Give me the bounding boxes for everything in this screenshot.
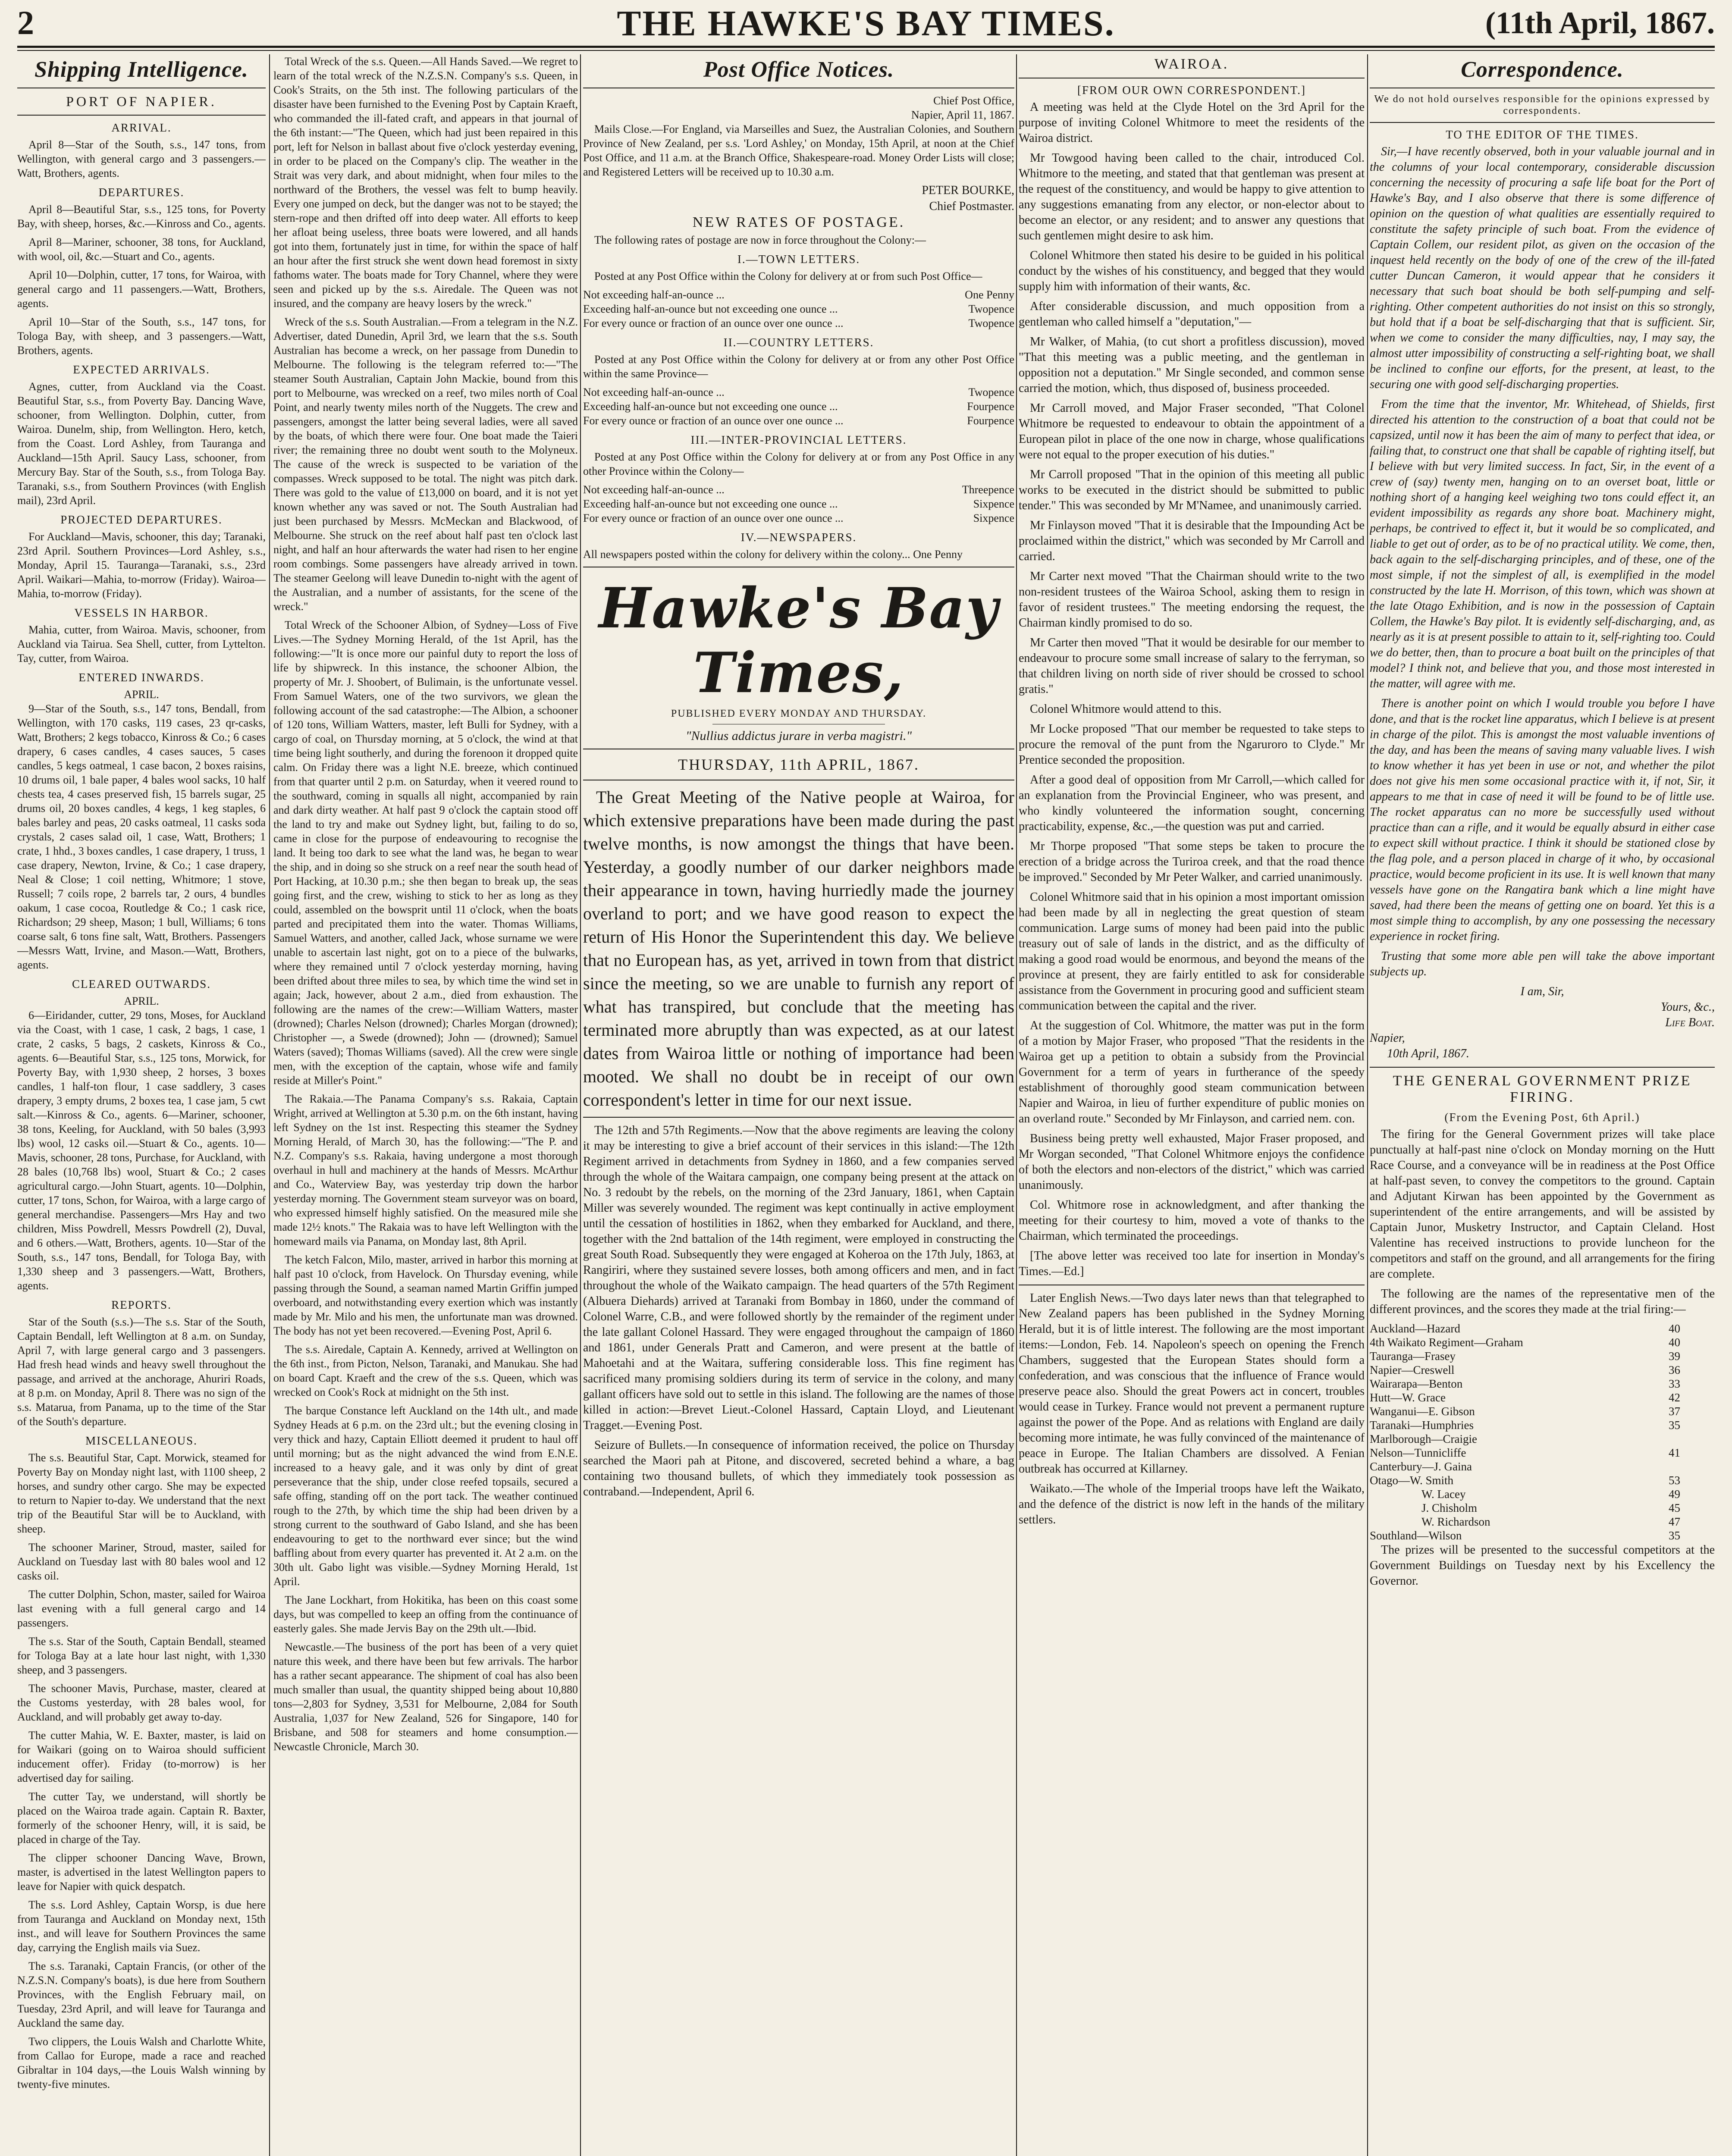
score-row [1370, 1501, 1715, 1515]
rate-value: One Penny [965, 288, 1014, 301]
score-row [1370, 1487, 1715, 1501]
section-heading-shipping: Shipping Intelligence. [35, 57, 248, 82]
score-value [1680, 1460, 1715, 1473]
misc-item: Two clippers, the Louis Walsh and Charlotte White, from Callao for Europe, made a race and reached Gibraltar in 104 days,—the Louis Walsh winning by twenty-five minutes. [17, 2035, 266, 2090]
rate-row [583, 288, 1014, 302]
divider [1370, 122, 1715, 123]
departure-entry: April 10—Dolphin, cutter, 17 tons, for Wairoa, with general cargo and 11 passengers.—Watt, Brothers, agents. [17, 269, 266, 310]
mails-close-notice: Mails Close.—For England, via Marseilles and Suez, the Australian Colonies, and Southern Province of New Zealand, per s.s. 'Lord Ashley,' on Monday, 15th April, at noon at the Chief Post Office, and 11 a.m. at the Branch Office, Shakespeare-road. Money Order Lists will close; and Registered Letters will be received up to 10.30 a.m. [583, 123, 1014, 178]
news-item: Newcastle.—The business of the port has been of a very quiet nature this week, and there have been but few arrivals. The harbor has a rather secant appearance. The shipment of coal has also been much smaller than usual, the quantity shipped being about 10,880 tons—2,803 for Sydney, 3,531 for Melbourne, 2,084 for South Australia, 1,037 for New Zealand, 526 for Singapore, 140 for Brisbane, and 508 for steamers and home consumption.—Newcastle Chronicle, March 30. [273, 1641, 578, 1753]
score-row [1370, 1473, 1715, 1487]
score-value: 53 [1669, 1474, 1680, 1487]
rate-label: Not exceeding half-an-ounce ... [583, 386, 725, 398]
postmaster-title: Chief Postmaster. [929, 200, 1014, 213]
score-name: J. Chisholm [1421, 1501, 1478, 1514]
wairoa-heading: WAIROA. [1154, 56, 1229, 72]
motto: "Nullius addictus jurare in verba magistri." [685, 729, 912, 743]
rate-row [583, 497, 1014, 511]
wairoa-para: Mr Carter then moved "That it would be desirable for our member to endeavour to procure some small increase of salary to the ferryman, so that children living on north side of river should be crossed to school gratis." [1019, 636, 1365, 696]
wairoa-para: Colonel Whitmore said that in his opinion a most important omission had been made by all in neglecting the great question of steam communication. Large sums of money had been paid into the public treasury out of sale of lands in the district, and as the difficulty of making a good road would be enormous, and beyond the means of the province at present, they are fairly entitled to ask for considerable assistance from the Government in procuring good and sufficient steam communication between the capital and the river. [1019, 890, 1365, 1012]
letter-closing: I am, Sir, [1520, 985, 1564, 998]
score-name: Tauranga—Frasey [1370, 1350, 1456, 1363]
score-name: Wairarapa—Benton [1370, 1377, 1463, 1390]
divider [583, 1117, 1014, 1118]
score-row [1370, 1432, 1715, 1446]
prize-para: The firing for the General Government prizes will take place punctually at half-past nine o'clock on Monday morning on the Hutt Race Course, and a conveyance will be in readiness at the Post Office at half-past seven, to convey the competitors to the ground. Captain and Adjutant Kirwan has been appointed by the Government as superintendent of the entire arrangements, and will be assisted by Captain Junor, Musketry Instructor, and Captain Cleland. Host Valentine has received instructions to provide luncheon for the competitors and staff on the ground, and all arrangements for the firing are complete. [1370, 1128, 1715, 1281]
misc-item: The cutter Dolphin, Schon, master, sailed for Wairoa last evening with a full general cargo and 14 passengers. [17, 1588, 266, 1629]
column-news-wrecks [273, 54, 578, 2156]
newspapers-rate: All newspapers posted within the colony for delivery within the colony... One Penny [583, 548, 963, 561]
score-row [1370, 1349, 1715, 1363]
letter-closing: Yours, &c., [1660, 1000, 1715, 1014]
misc-item: The s.s. Lord Ashley, Captain Worsp, is due here from Tauranga and Auckland on Monday next, 15th inst., and will leave for Southern Provinces the same day, carrying the English mails via Suez. [17, 1899, 266, 1954]
column-correspondence [1370, 54, 1715, 2156]
newspapers-heading: IV.—NEWSPAPERS. [740, 531, 857, 544]
country-letters-intro: Posted at any Post Office within the Colony for delivery at or from any other Post Office within the same Province— [583, 353, 1014, 380]
arrival-heading: ARRIVAL. [111, 121, 172, 134]
rate-row [583, 511, 1014, 525]
score-row [1370, 1418, 1715, 1432]
wairoa-byline: [FROM OUR OWN CORRESPONDENT.] [1077, 84, 1306, 97]
score-name: W. Lacey [1421, 1488, 1466, 1501]
news-item: Total Wreck of the s.s. Queen.—All Hands Saved.—We regret to learn of the total wreck of the N.Z.S.N. Company's s.s. Queen, in Cook's Straits, on the 5th inst. The following particulars of the disaster have been furnished to the Evening Post by Captain Kraeft, who commanded the ill-fated craft, and appears in that journal of the 6th instant:—"The Queen, which had just been repaired in this port, left for Nelson in ballast about five o'clock yesterday evening, in order to be placed on the Company's clip. The weather in the Strait was very dark, and about midnight, when four miles to the northward of the Brothers, the vessel was felt to bump heavily. Every one jumped on deck, but the danger was not to be stayed; the stern-rope and then drifted off into deep water. All efforts to keep her afloat being useless, three boats were lowered, and all hands got into them, fortunately just in time, for within the space of half an hour after the first struck she went down head foremost in sixty fathoms water. The boats made for Tory Channel, where they were seen and picked up by the s.s. Airedale. The Queen was not insured, and the company are heavy losers by the wreck." [273, 55, 578, 310]
score-value: 36 [1669, 1363, 1680, 1376]
news-item: Total Wreck of the Schooner Albion, of Sydney—Loss of Five Lives.—The Sydney Morning Herald, of the 1st April, has the following:—"It is once more our painful duty to report the loss of life by shipwreck. In this instance, the schooner Albion, the property of Mr. J. Shoobert, of Bulimain, is the unfortunate vessel. From Samuel Waters, one of the two survivors, we glean the following account of the sad catastrophe:—The Albion, a schooner of 120 tons, William Watters, master, left Bulli for Sydney, with a cargo of coal, on Thursday morning, at 5 o'clock, the wind at that time being light southerly, and during the forenoon it dropped quite calm. On Friday there was a light N.E. breeze, which continued from that quarter until 2 p.m. on Saturday, when it veered round to the southward, coming in squalls all night, accompanied by rain and dark dirty weather. At half past 9 o'clock the captain stood off the land to try and make out Sydney light, but, failing to do so, came in close for the purpose of endeavouring to recognise the land. It being too dark to see what the land was, he began to wear the ship, and in doing so she struck on a reef near the south head of Port Hacking, at 10.30 p.m.; she then began to break up, the seas going first, and the crew, wishing to stick to her as long as they could, assembled on the bowsprit until 11 o'clock, when the boats parted and precipitated them into the water. Thomas Williams, Samuel Watters, and another, called Jack, whose surname we were unable to ascertain last night, got on to a piece of the bulwarks, where they remained until 7 o'clock yesterday morning, having been drifted about three miles to sea, by which time the wind set in again; Jack, however, about 2 a.m., died from exhaustion. The following are the names of the crew:—William Watters, master (drowned); Charles Nelson (drowned); Charles Morgan (drowned); Christopher —, a Swede (drowned); John — (drowned); Samuel Waters (saved); Thomas Williams (saved). All the crew were single men, with the exception of the captain, whose wife and family reside at Miller's Point." [273, 619, 578, 1087]
wairoa-para: Mr Walker, of Mahia, (to cut short a profitless discussion), moved "That this meeting was a public meeting, and the gentleman in opposition not a deputation." Mr Single seconded, and common sense carried the motion, which, thus disposed of, business proceeded. [1019, 335, 1365, 395]
column-editorial [583, 54, 1014, 2156]
projected-departures: For Auckland—Mavis, schooner, this day; Taranaki, 23rd April. Southern Provinces—Lord Ashley, s.s., Monday, April 15. Tauranga—Taranaki, s.s., 23rd April. Waikari—Mahia, to-morrow (Friday). Wairoa—Mahia, to-morrow (Friday). [17, 530, 266, 600]
prize-firing-source: (From the Evening Post, 6th April.) [1444, 1111, 1640, 1124]
news-item: The barque Constance left Auckland on the 14th ult., and made Sydney Heads at 6 p.m. on the 23rd ult.; but the evening closing in very thick and hazy, Captain Elliott deemed it prudent to haul off until morning; but as the night advanced the wind from E.N.E. increased to a heavy gale, and it was only by dint of great perseverance that the ship, under close reefed topsails, secured a safe offing, standing off on the port tack. The weather continued rough to the 27th, by which time the ship had been driven by a strong current to the southward of Gabo Island, and she has been endeavouring to get to the northward ever since; but the wind baffling about from every quarter has prevented it. At 2 a.m. on the 30th ult. Gabo light was visible.—Sydney Morning Herald, 1st April. [273, 1404, 578, 1588]
prize-closing-para: The prizes will be presented to the successful competitors at the Government Buildings on Tuesday next by his Excellency the Governor. [1370, 1543, 1715, 1588]
departure-entry: April 8—Mariner, schooner, 38 tons, for Auckland, with wool, oil, &c.—Stuart and Co., agents. [17, 236, 266, 263]
inter-provincial-intro: Posted at any Post Office within the Colony for delivery at or from any Post Office in any other Province within the Colony— [583, 451, 1014, 477]
misc-item: The cutter Mahia, W. E. Baxter, master, is laid on for Waikari (going on to Wairoa should sufficient inducement offer). Friday (to-morrow) is her advertised day for sailing. [17, 1729, 266, 1784]
top-rule-thin [17, 50, 1715, 51]
wairoa-para: Colonel Whitmore then stated his desire to be guided in his political conduct by the wishes of his constituency, and begged that they would supply him with information of their wants, &c. [1019, 249, 1365, 293]
score-name: Hutt—W. Grace [1370, 1391, 1446, 1404]
letter-body [1370, 144, 1715, 1062]
wairoa-editor-note: [The above letter was received too late for insertion in Monday's Times.—Ed.] [1019, 1249, 1365, 1278]
score-name: 4th Waikato Regiment—Graham [1370, 1336, 1523, 1349]
town-letters-intro: Posted at any Post Office within the Colony for delivery at or from such Post Office— [594, 270, 982, 282]
wairoa-para: Mr Carroll moved, and Major Fraser seconded, "That Colonel Whitmore be requested to endeavour to obtain the appointment of a European pilot in place of the one now in charge, whose qualifications were not equal to the proper execution of his duties." [1019, 401, 1365, 461]
reports-heading: REPORTS. [111, 1298, 172, 1311]
news-item: The s.s. Airedale, Captain A. Kennedy, arrived at Wellington on the 6th inst., from Picton, Nelson, Taranaki, and Manukau. She had on board Capt. Kraeft and the crew of the s.s. Queen, which was wrecked on Cook's Rock at midnight on the 5th inst. [273, 1343, 578, 1398]
score-row [1370, 1391, 1715, 1404]
rate-value: Twopence [968, 386, 1014, 398]
wairoa-para: Mr Locke proposed "That our member be requested to take steps to procure the removal of the punt from the Ngaruroro to Clyde." Mr Prentice seconded the proposition. [1019, 722, 1365, 767]
letter-place: Napier, [1370, 1031, 1405, 1045]
prize-firing-body [1370, 1127, 1715, 1317]
wairoa-para: Business being pretty well exhausted, Major Fraser proposed, and Mr Worgan seconded, "That Colonel Whitmore enjoys the confidence of both the electors and non-electors of the district," which was carried unanimously. [1019, 1132, 1365, 1192]
late-news-body [1019, 1291, 1365, 1528]
entered-inwards: 9—Star of the South, s.s., 147 tons, Bendall, from Wellington, with 170 casks, 119 cases, 23 qr-casks, Watt, Brothers; 2 kegs tobacco, Kinross & Co.; 6 cases drapery, 6 cases candles, 4 cases sauces, 5 cases candles, 5 kegs oatmeal, 1 case bacon, 2 boxes raisins, 10 drums oil, 1 bale paper, 4 bales wool sacks, 10 half chests tea, 4 cases preserved fish, 15 barrels sugar, 25 drums oil, 20 boxes candles, 4 kegs, 1 keg staples, 6 bales barley and peas, 20 casks oatmeal, 11 casks soda crystals, 2 cases salad oil, 1 case, Watt, Brothers; 1 crate, 1 hhd., 3 boxes candles, 1 case drapery, 1 truss, 1 case drapery, Newton, Irvine, & Co.; 1 case drapery, Neal & Close; 1 coil netting, Whitmore; 1 stove, Russell; 7 coils rope, 2 barrels tar, 2 ours, 4 bundles oakum, 1 case cocoa, Routledge & Co.; 1 cask rice, Richardson; 29 sheep, Mason; 1 bull, Williams; 6 tons coarse salt, 6 tons fine salt, Watt, Brothers. Passengers—Messrs Watt, Irvine, and Mason.—Watt, Brothers, agents. [17, 702, 266, 971]
wairoa-para: Mr Towgood having been called to the chair, introduced Col. Whitmore to the meeting, and stated that that gentleman was present at the request of the constituency, and would be happy to give attention to any suggestions emanating from any elector, or non-elector about to become an elector, or any resident; and to answer any questions that such gentlemen might desire to ask him. [1019, 151, 1365, 242]
inwards-heading: ENTERED INWARDS. [78, 671, 204, 684]
prize-firing-heading: THE GENERAL GOVERNMENT PRIZE FIRING. [1393, 1073, 1692, 1105]
score-value: 37 [1669, 1405, 1680, 1418]
scores-list [1370, 1322, 1715, 1542]
letter-para: There is another point on which I would trouble you before I have done, and that is the rocket line apparatus, which I believe is at present in charge of the pilot. This is amongst the most valuable inventions of the day, and has been the means of saving many valuable lives. I wish to know whether it has yet been in use or not, and whether the pilot does not give his men some occasional practice with it, if not, Sir, it appears to me that in case of need it will be found to be of little use. The rocket apparatus can no more be successfully used without practice than can a rifle, and it would be equally absurd in either case to expect skill without practice. I think it should be stationed close by the flag pole, and a person placed in charge of it who, by occasional practice, would become proficient in its use. It is well known that many vessels have gone on the Rangatira bank which a line might have saved, had there been the means of getting one on board. Yet this is a most simple thing to accomplish, by any one possessing the necessary experience in rocket firing. [1370, 697, 1715, 943]
column-rule [1367, 54, 1368, 2156]
rate-row [583, 399, 1014, 414]
rate-row [583, 385, 1014, 399]
wairoa-para: At the suggestion of Col. Whitmore, the matter was put in the form of a motion by Major Fraser, who proposed "That the residents in the Wairoa get up a petition to obtain a subsidy from the Provincial Government for a term of years in furtherance of the speedy establishment of thoroughly good steam communication between Napier and Wairoa, in lieu of further expenditure of public monies on an overland route." Seconded by Mr Finlayson, and carried nem. con. [1019, 1019, 1365, 1125]
score-row [1370, 1460, 1715, 1473]
score-row [1370, 1446, 1715, 1460]
to-editor-heading: TO THE EDITOR OF THE TIMES. [1446, 128, 1639, 141]
rates-heading: NEW RATES OF POSTAGE. [692, 214, 905, 230]
departure-entry: April 10—Star of the South, s.s., 147 tons, for Tologa Bay, with sheep, and 3 passengers.—Watt, Brothers, agents. [17, 316, 266, 357]
letter-para: From the time that the inventor, Mr. Whitehead, of Shields, first directed his attention to the construction of a boat that could not be capsized, until now it has been the aim of many to perfect that idea, or failing that, to construct one that shall be capable of righting itself, but I believe with but very limited success. In fact, Sir, in the event of a crew of (say) twenty men, hanging on to an overset boat, little or nothing short of a hanging keel weighing two tons could effect it, an evident impossibility as regards any shore boat. Machinery might, perhaps, be contrived to effect it, but it would be so complicated, and liable to get out of order, as to be of no practical utility. We come, then, back again to the self-discharging principles, and of these, one of the most simple, if not the simplest of all, is exemplified in the model constructed by the late H. Morrison, of this town, which was shown at the late Otago Exhibition, and is now in the possession of Captain Collem, the Hawke's Bay pilot. It is evidently self-discharging, and, as nearly as it is at present possible to attain to it, self-righting too. Could we do better, then, than to procure a boat built on the principles of that model? I think not, and believe that you, and those most interested in the matter, will agree with me. [1370, 398, 1715, 690]
score-name: Auckland—Hazard [1370, 1322, 1460, 1335]
rate-value: Fourpence [967, 400, 1014, 413]
score-row [1370, 1377, 1715, 1391]
wairoa-para: Mr Thorpe proposed "That some steps be taken to procure the erection of a bridge across the Turiroa creek, and that the road thence be improved." Seconded by Mr Peter Walker, and carried unanimously. [1019, 840, 1365, 884]
departure-entry: April 8—Beautiful Star, s.s., 125 tons, for Poverty Bay, with sheep, horses, &c.—Kinross and Co., agents. [17, 203, 266, 230]
score-name: Wanganui—E. Gibson [1370, 1405, 1475, 1418]
wairoa-para: Col. Whitmore rose in acknowledgment, and after thanking the meeting for their courtesy to him, moved a vote of thanks to the Chairman, which terminated the proceedings. [1019, 1198, 1365, 1243]
misc-item: The schooner Mavis, Purchase, master, cleared at the Customs yesterday, with 28 bales wool, for Auckland, and will probably get away to-day. [17, 1682, 266, 1723]
projected-heading: PROJECTED DEPARTURES. [60, 513, 223, 526]
rate-label: Exceeding half-an-ounce but not exceeding one ounce ... [583, 400, 838, 413]
arrival-entry: April 8—Star of the South, s.s., 147 tons, from Wellington, with general cargo and 3 passengers.—Watt, Brothers, agents. [17, 138, 266, 179]
misc-item: The schooner Mariner, Stroud, master, sailed for Auckland on Tuesday last with 80 bales wool and 12 casks oil. [17, 1541, 266, 1582]
waikato-news-item: Waikato.—The whole of the Imperial troops have left the Waikato, and the defence of the district is now left in the hands of the military settlers. [1019, 1482, 1365, 1526]
divider [17, 115, 266, 116]
column-shipping [17, 54, 266, 2156]
score-row [1370, 1515, 1715, 1529]
masthead [17, 3, 1715, 45]
correspondence-notice: We do not hold ourselves responsible for the opinions expressed by correspondents. [1374, 94, 1710, 116]
rate-label: Exceeding half-an-ounce but not exceeding one ounce ... [583, 303, 838, 315]
prize-para: The following are the names of the representative men of the different provinces, and the scores they made at the trial firing:— [1370, 1287, 1715, 1316]
rate-label: Exceeding half-an-ounce but not exceeding one ounce ... [583, 498, 838, 510]
misc-item: The s.s. Taranaki, Captain Francis, (or other of the N.Z.S.N. Company's boats), is due here from Southern Provinces, with the English February mail, on Tuesday, 23rd April, and will leave for Tauranga and Auckland the same day. [17, 1960, 266, 2029]
regiments-article: The 12th and 57th Regiments.—Now that the above regiments are leaving the colony it may be interesting to give a brief account of their services in this island:—The 12th Regiment arrived in detachments from Sydney in 1860, and a few companies served through the whole of the Waitara campaign, one company being present at the attack on No. 3 redoubt by the rebels, on the morning of the 23rd January, 1861, when Captain Miller was severely wounded. The regiment was kept continually in active employment until the cessation of hostilities in 1862, when they embarked for Auckland, and there, together with the 2nd battalion of the 14th regiment, were employed in constructing the great South Road. Subsequently they were engaged at Koheroa on the 17th July, 1863, at Rangiriri, where they sustained severe losses, both among officers and men, and in fact throughout the whole of the Waikato campaign. The head quarters of the 57th Regiment (Albuera Diehards) arrived at Taranaki from Bombay in 1860, under the command of Colonel Warre, C.B., and were followed shortly by the remainder of the regiment under the late gallant Colonel Hassard. They were engaged throughout the campaign of 1860 and 1861, under Generals Pratt and Cameron, and were present at the battle of Mahoetahi and at the Waitara, suffering considerable loss. This fine regiment has sacrificed many promising soldiers during its term of service in the colony, and many gallant officers have sold out to settle in this island. The following are the names of those killed in action:—Brevet Lieut.-Colonel Hassard, Captain Lloyd, and Lieutenant Tragget.—Evening Post. [583, 1124, 1014, 1432]
issue-date: (11th April, 1867. [1485, 6, 1715, 40]
wairoa-para: After considerable discussion, and much opposition from a gentleman who called himself a "deputation,"— [1019, 300, 1365, 329]
editorial-dateline: THURSDAY, 11th APRIL, 1867. [678, 756, 919, 773]
letter-date: 10th April, 1867. [1387, 1047, 1469, 1060]
score-value: 45 [1669, 1501, 1680, 1514]
score-row [1370, 1404, 1715, 1418]
rate-value: Fourpence [967, 414, 1014, 427]
score-row [1370, 1335, 1715, 1349]
misc-item: The s.s. Beautiful Star, Capt. Morwick, steamed for Poverty Bay on Monday night last, with 1100 sheep, 2 horses, and sundry other cargo. She may be expected to return to Napier to-day. We understand that the next trip of the Beautiful Star will be to Auckland, with sheep. [17, 1451, 266, 1535]
score-value: 39 [1669, 1350, 1680, 1363]
wairoa-para: Colonel Whitmore would attend to this. [1030, 702, 1222, 716]
expected-arrivals: Agnes, cutter, from Auckland via the Coast. Beautiful Star, s.s., from Poverty Bay. Dancing Wave, schooner, from Wellington. Dolphin, cutter, from Wairoa. Dunelm, ship, from Wellington. Hero, ketch, from the Coast. Lord Ashley, from Tauranga and Auckland—15th April. Saucy Lass, schooner, from Mercury Bay. Star of the South, s.s., from Tologa Bay. Taranaki, s.s., from Southern Provinces (with English mail), 23rd April. [17, 380, 266, 507]
news-body [273, 54, 578, 1754]
news-item: The Rakaia.—The Panama Company's s.s. Rakaia, Captain Wright, arrived at Wellington at 5.30 p.m. on the 6th instant, having left Sydney on the 1st inst. Respecting this steamer the Sydney Morning Herald, of March 30, has the following:—"The P. and N.Z. Company's s.s. Rakaia, having undergone a most thorough overhaul in hull and machinery at the hands of Messrs. McArthur and Co., Waterview Bay, was yesterday trip down the harbor yesterday morning. The Government steam surveyor was on board, who expressed himself highly satisfied. On the measured mile she made 12½ knots." The Rakaia was to have left Wellington with the homeward mails via Panama, on Monday last, 8th April. [273, 1093, 578, 1247]
score-name: Nelson—Tunnicliffe [1370, 1446, 1466, 1459]
score-value: 41 [1669, 1446, 1680, 1459]
score-row [1370, 1322, 1715, 1335]
score-value: 47 [1669, 1515, 1680, 1528]
rate-value: Threepence [962, 483, 1014, 496]
column-wairoa [1019, 54, 1365, 2156]
editorial-lead [583, 786, 1014, 1112]
bullets-article: Seizure of Bullets.—In consequence of information received, the police on Thursday searched the Maori pah at Pitone, and discovered, secreted behind a whare, a bag containing two thousand bullets, of which they immediately took possession as contraband.—Independent, April 6. [583, 1438, 1014, 1498]
departures-heading: DEPARTURES. [98, 186, 185, 199]
score-name: Taranaki—Humphries [1370, 1419, 1474, 1432]
news-item: The ketch Falcon, Milo, master, arrived in harbor this morning at half past 10 o'clock, from Havelock. On Thursday evening, while passing through the Sound, a seaman named Martin Griffin jumped overboard, and notwithstanding every exertion which was instantly made by Mr. Milo and his men, the unfortunate man was drowned. The body has not yet been recovered.—Evening Post, April 6. [273, 1253, 578, 1337]
score-value: 42 [1669, 1391, 1680, 1404]
port-heading: PORT OF NAPIER. [66, 94, 217, 109]
column-rule [269, 54, 270, 2156]
page-number: 2 [17, 4, 34, 41]
rate-row [583, 483, 1014, 497]
rate-value: Sixpence [973, 512, 1014, 524]
vessels-heading: VESSELS IN HARBOR. [74, 606, 209, 619]
wairoa-body [1019, 100, 1365, 1279]
letter-signature: Life Boat. [1665, 1016, 1715, 1029]
post-office-location: Chief Post Office, [933, 94, 1014, 107]
rates-intro: The following rates of postage are now in force throughout the Colony:— [594, 234, 926, 246]
rate-row [583, 302, 1014, 316]
score-value: 40 [1669, 1322, 1680, 1335]
misc-item: The cutter Tay, we understand, will shortly be placed on the Wairoa trade again. Captain R. Baxter, formerly of the schooner Henry, will, it is said, be placed in charge of the Tay. [17, 1790, 266, 1846]
score-name: Southland—Wilson [1370, 1529, 1462, 1542]
score-value: 35 [1669, 1419, 1680, 1432]
inter-provincial-heading: III.—INTER-PROVINCIAL LETTERS. [690, 433, 907, 446]
expected-heading: EXPECTED ARRIVALS. [73, 363, 210, 376]
misc-item: The clipper schooner Dancing Wave, Brown, master, is advertised in the latest Wellington papers to leave for Napier with quick despatch. [17, 1852, 266, 1893]
score-name: Marlborough—Craigie [1370, 1432, 1477, 1445]
score-name: Napier—Creswell [1370, 1363, 1455, 1376]
score-value [1680, 1432, 1715, 1446]
cleared-outwards: 6—Eiridander, cutter, 29 tons, Moses, for Auckland via the Coast, with 1 case, 1 cask, 2 bags, 1 case, 1 crate, 2 casks, 5 bags, 2 caskets, Kinross & Co., agents. 6—Beautiful Star, s.s., 125 tons, Morwick, for Poverty Bay, with 1,930 sheep, 2 horses, 3 boxes candles, 1 half-ton flour, 1 case saddlery, 3 cases drapery, 3 empty drums, 2 boxes tea, 1 case jam, 5 cwt salt.—Kinross & Co., agents. 6—Mariner, schooner, 38 tons, Keeling, for Auckland, with 50 bales (3,993 lbs) wool, 12 casks oil.—Stuart & Co., agents. 10—Mavis, schooner, 28 tons, Purchase, for Auckland, with 28 bales (10,768 lbs) wool, Stuart & Co.; 2 cases agricultural cargo.—John Stuart, agents. 10—Dolphin, cutter, 17 tons, Schon, for Wairoa, with a large cargo of general merchandise. Passengers—Mrs Hay and two children, Miss Powdrell, Messrs Powdrell (2), Duval, and 6 others.—Watt, Brothers, agents. 10—Star of the South, s.s., 147 tons, Bendall, for Tologa Bay, with 1,330 sheep and 3 passengers.—Watt, Brothers, agents. [17, 1009, 266, 1292]
rate-label: For every ounce or fraction of an ounce over one ounce ... [583, 317, 844, 329]
english-news-item: Later English News.—Two days later news than that telegraphed to New Zealand papers has been published in the Sydney Morning Herald, but it is of little interest. The following are the most important items:—London, Feb. 14. Napoleon's speech on opening the French Chambers, suggested that the European States should form a confederation, and was conscious that the influence of France would preserve peace also. Should the great Powers act in concert, troubles would cease in Turkey. France would not prevent a permanent rupture against the power of the Pope. And as relations with England are daily becoming more intimate, he was fully convinced of the maintenance of peace in Europe. The Italian Chambers are dissolved. A Fenian outbreak has occurred at Killarney. [1019, 1291, 1365, 1476]
wairoa-para: Mr Carter next moved "That the Chairman should write to the two non-resident trustees of the Wairoa School, asking them to resign in favor of resident trustees." The meeting endorsing the request, the Chairman kindly promised to do so. [1019, 570, 1365, 630]
section-heading-post-office: Post Office Notices. [703, 57, 894, 82]
post-office-body [583, 94, 1014, 561]
post-office-date: Napier, April 11, 1867. [911, 109, 1014, 121]
rate-value: Sixpence [973, 498, 1014, 510]
misc-heading: MISCELLANEOUS. [85, 1434, 198, 1447]
section-heading-correspondence: Correspondence. [1461, 57, 1624, 82]
cleared-month: APRIL. [124, 995, 159, 1007]
letter-para: Trusting that some more able pen will take the above important subjects up. [1370, 950, 1715, 978]
score-row [1370, 1529, 1715, 1542]
score-value: 49 [1669, 1488, 1680, 1501]
wairoa-para: Mr Carroll proposed "That in the opinion of this meeting all public works to be executed in the district should be submitted to public tender." This was seconded by Mr M'Namee, and unanimously carried. [1019, 468, 1365, 512]
score-name: Canterbury—J. Gaina [1370, 1460, 1472, 1473]
editorial-body [583, 1123, 1014, 1500]
score-value: 33 [1669, 1377, 1680, 1390]
score-name: W. Richardson [1421, 1515, 1490, 1528]
country-letters-heading: II.—COUNTRY LETTERS. [723, 336, 874, 349]
rate-value: Twopence [968, 317, 1014, 329]
wairoa-para: After a good deal of opposition from Mr Carroll,—which called for an explanation from the Provincial Engineer, who was present, and who kindly volunteered the information sought, concerning practicability, expense, &c.,—the question was put and carried. [1019, 773, 1365, 833]
rate-row [583, 414, 1014, 428]
prize-closing [1370, 1542, 1715, 1589]
score-value: 40 [1669, 1336, 1680, 1349]
rate-label: Not exceeding half-an-ounce ... [583, 483, 725, 496]
publication-schedule: PUBLISHED EVERY MONDAY AND THURSDAY. [671, 708, 927, 719]
news-item: Wreck of the s.s. South Australian.—From a telegram in the N.Z. Advertiser, dated Dunedin, April 3rd, we learn that the s.s. South Australian has become a wreck, on her passage from Dunedin to Melbourne. The following is the telegram referred to:—"The steamer South Australian, Captain John Mackie, bound from this port to Melbourne, was wrecked on a reef, two miles north of Coal Point, and nearly twenty miles north of the Nuggets. The crew and passengers, amongst the latter being several ladies, were all saved by the boats, of which there were four. One boat made the Taieri river; the remaining three no doubt went south to the Molyneux. The cause of the wreck is suspected to be variation of the compasses. Wreck supposed to be total. The night was pitch dark. There was gold to the value of £13,000 on board, and it is not yet known whether any was saved or not. The South Australian had just been purchased by Messrs. McMeckan and Blackwood, of Melbourne. She struck on the reef about half past ten o'clock last night, and half an hour afterwards the water had risen to her engine room combings. Some passengers have already arrived in town. The steamer Geelong will leave Dunedin to-night with the agent of the Australian, and a number of assistants, for the scene of the wreck." [273, 316, 578, 613]
letter-para: Sir,—I have recently observed, both in your valuable journal and in the columns of your local contemporary, considerable discussion concerning the necessity of procuring a safe life boat for the Port of Hawke's Bay, and I also observe that there is some difference of opinion on the question of what qualities are essentially required to constitute the safety principle of such boat. From the evidence of Captain Collem, our resident pilot, as given on the occasion of the inquest held recently on the body of one of the crew of the ill-fated cutter Duncan Cameron, it would appear that he considers it necessary that such boat should be both self-pumping and self-righting. Other competent authorities do not insist on this so strongly, but hold that if a boat be self-discharging that that is sufficient. Sir, when we come to consider the many difficulties, nay, I may say, the almost utter impossibility of constructing a self-righting boat, we shall be inclined to confine our efforts, for the present, at least, to the securing one with good self-discharging properties. [1370, 145, 1715, 391]
score-value: 35 [1669, 1529, 1680, 1542]
wairoa-para: Mr Finlayson moved "That it is desirable that the Impounding Act be proclaimed within the district," which was seconded by Mr Carroll and carried. [1019, 519, 1365, 563]
column-rule [580, 54, 581, 2156]
town-letters-heading: I.—TOWN LETTERS. [737, 253, 860, 266]
rate-row [583, 316, 1014, 330]
top-rule [17, 46, 1715, 48]
newspaper-nameplate: Hawke's Bay Times, [599, 576, 999, 705]
editorial-lead-text: The Great Meeting of the Native people at Wairoa, for which extensive preparations have been made during the past twelve months, is now amongst the things that have been. Yesterday, a goodly number of our darker neighbors made their appearance in town, having hurriedly made the journey overland to port; and we have good reason to expect the return of His Honor the Superintendent this day. We believe that no European has, as yet, arrived in town from that district since the meeting, so we are unable to furnish any report of what has transpired, but conclude that the meeting has terminated more abruptly than was expected, as at our latest dates from Wairoa little or nothing of importance had been mooted. We shall no doubt be in receipt of our own correspondent's letter in time for our next issue. [583, 787, 1014, 1109]
divider [1370, 1067, 1715, 1068]
shipping-body [17, 121, 266, 2091]
reports-text: Star of the South (s.s.)—The s.s. Star of the South, Captain Bendall, left Wellington at 8 a.m. on Sunday, April 7, with large general cargo and 3 passengers. Had fresh head winds and heavy swell throughout the passage, and arrived at the anchorage, Ahuriri Roads, at 8 p.m. on Monday, April 8. There was no sign of the s.s. Matarua, from Panama, up to the time of the Star of the South's departure. [17, 1316, 266, 1428]
wairoa-para: A meeting was held at the Clyde Hotel on the 3rd April for the purpose of inviting Colonel Whitmore to meet the residents of the Wairoa district. [1019, 100, 1365, 145]
rate-label: For every ounce or fraction of an ounce over one ounce ... [583, 512, 844, 524]
news-item: The Jane Lockhart, from Hokitika, has been on this coast some days, but was compelled to keep an offing from the continuance of easterly gales. She made Jervis Bay on the 29th ult.—Ibid. [273, 1594, 578, 1635]
score-row [1370, 1363, 1715, 1377]
inwards-month: APRIL. [124, 688, 159, 701]
vessels-in-harbor: Mahia, cutter, from Wairoa. Mavis, schooner, from Auckland via Tairua. Sea Shell, cutter, from Lyttelton. Tay, cutter, from Wairoa. [17, 624, 266, 664]
column-rule [1016, 54, 1017, 2156]
score-name: Otago—W. Smith [1370, 1474, 1454, 1487]
rate-label: Not exceeding half-an-ounce ... [583, 288, 725, 301]
rate-value: Twopence [968, 303, 1014, 315]
postmaster-name: PETER BOURKE, [922, 184, 1014, 197]
cleared-heading: CLEARED OUTWARDS. [72, 978, 211, 990]
rate-label: For every ounce or fraction of an ounce over one ounce ... [583, 414, 844, 427]
newspaper-running-title: THE HAWKE'S BAY TIMES. [617, 3, 1115, 44]
misc-item: The s.s. Star of the South, Captain Bendall, steamed for Tologa Bay at a late hour last night, with 1,330 sheep, and 3 passengers. [17, 1635, 266, 1676]
